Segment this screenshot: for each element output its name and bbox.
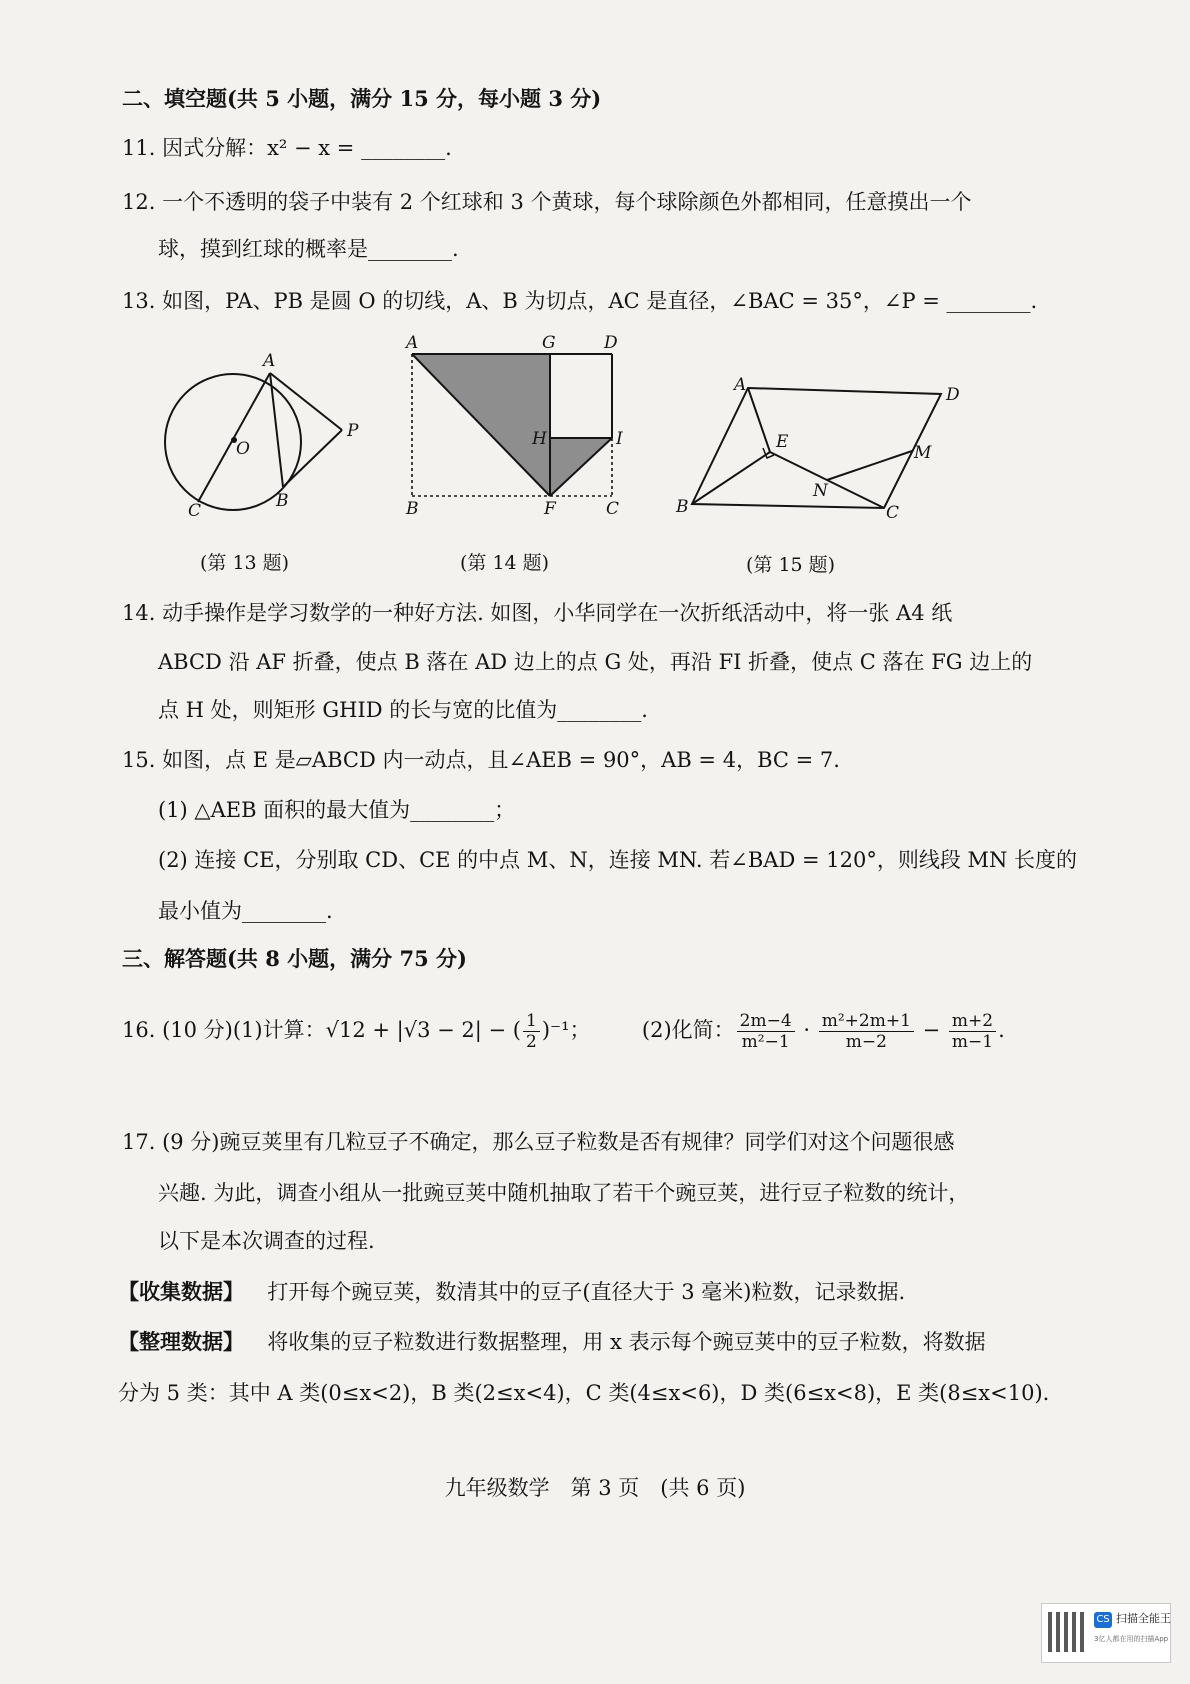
question-17-line-1: 17. (9 分)豌豆荚里有几粒豆子不确定，那么豆子粒数是否有规律？同学们对这个问题很感	[122, 1130, 955, 1154]
label-e: E	[776, 432, 789, 452]
section-2-title: 二、填空题(共 5 小题，满分 15 分，每小题 3 分)	[122, 86, 602, 111]
figure-14	[398, 332, 638, 532]
label-c: C	[188, 501, 202, 521]
question-16	[122, 1008, 1005, 1052]
scanner-app-tagline: 3亿人都在用的扫描App	[1094, 1635, 1169, 1643]
question-13: 13. 如图，PA、PB 是圆 O 的切线，A、B 为切点，AC 是直径，∠BAC = 35°，∠P = ________.	[122, 289, 1038, 313]
label-a: A	[406, 333, 419, 353]
figure-13	[150, 350, 380, 530]
organize-data-label: 【整理数据】	[118, 1329, 244, 1354]
label-h: H	[532, 429, 547, 449]
question-15-part-2-cont: 最小值为________.	[158, 899, 333, 923]
label-n: N	[813, 481, 828, 501]
organize-data	[118, 1327, 986, 1357]
label-i: I	[616, 429, 623, 449]
organize-data-line-2: 分为 5 类：其中 A 类(0≤x<2)，B 类(2≤x<4)，C 类(4≤x<6)，D 类(6≤x<8)，E 类(8≤x<10).	[118, 1381, 1050, 1405]
times-dot: ·	[803, 1018, 811, 1042]
fraction-1: $\frac{2m-4}{\text{m²−1}}$	[737, 1011, 795, 1052]
question-17-line-2: 兴趣. 为此，调查小组从一批豌豆荚中随机抽取了若干个豌豆荚，进行豆子粒数的统计，	[158, 1181, 970, 1205]
caption-figure-13: (第 13 题)	[200, 552, 290, 574]
minus-sign: −	[922, 1018, 941, 1042]
q16-part-2-label: (2)化简：	[641, 1018, 735, 1042]
qr-code-icon	[1048, 1612, 1088, 1652]
collect-data	[118, 1277, 905, 1307]
label-g: G	[542, 333, 556, 353]
question-15-part-1: (1) △AEB 面积的最大值为________；	[158, 798, 516, 822]
collect-data-text: 打开每个豌豆荚，数清其中的豆子(直径大于 3 毫米)粒数，记录数据.	[267, 1280, 906, 1304]
label-b: B	[676, 497, 689, 517]
fraction-2: $\frac{\text{m²+2m+1}}{m-2}$	[819, 1011, 914, 1052]
cs-logo-icon: CS	[1094, 1612, 1112, 1628]
label-d: D	[604, 333, 618, 353]
segment-ae	[748, 388, 770, 452]
question-15-line-1: 15. 如图，点 E 是▱ABCD 内一动点，且∠AEB = 90°，AB = 4，BC = 7.	[122, 748, 840, 772]
organize-data-text: 将收集的豆子粒数进行数据整理，用 x 表示每个豌豆荚中的豆子粒数，将数据	[267, 1330, 986, 1354]
question-12-line-2: 球，摸到红球的概率是________.	[158, 237, 459, 261]
figure-15	[666, 370, 986, 535]
label-b: B	[406, 499, 419, 519]
label-p: P	[347, 421, 359, 441]
label-f: F	[544, 499, 556, 519]
label-m: M	[914, 443, 932, 463]
page-footer: 九年级数学 第 3 页 (共 6 页)	[444, 1476, 746, 1500]
label-a: A	[263, 351, 276, 371]
question-11: 11. 因式分解：x² − x = ________.	[122, 136, 452, 160]
caption-figure-15: (第 15 题)	[746, 554, 836, 576]
label-b: B	[276, 491, 289, 511]
scanner-watermark	[1041, 1603, 1171, 1663]
q16-end: .	[998, 1018, 1005, 1042]
question-17-line-3: 以下是本次调查的过程.	[158, 1229, 375, 1253]
section-3-title: 三、解答题(共 8 小题，满分 75 分)	[122, 946, 467, 971]
question-14-line-3: 点 H 处，则矩形 GHID 的长与宽的比值为________.	[158, 698, 648, 722]
q16-part-1: 16. (10 分)(1)计算：√12 + |√3 − 2| − (	[122, 1018, 521, 1042]
question-14-line-1: 14. 动手操作是学习数学的一种好方法. 如图，小华同学在一次折纸活动中，将一张 A4 纸	[122, 601, 953, 625]
tangent-pb	[283, 430, 342, 487]
fraction-one-half: $\frac{1}{2}$	[523, 1011, 540, 1052]
question-14-line-2: ABCD 沿 AF 折叠，使点 B 落在 AD 边上的点 G 处，再沿 FI 折叠，使点 C 落在 FG 边上的	[158, 650, 1033, 674]
label-c: C	[606, 499, 620, 519]
label-d: D	[946, 385, 960, 405]
label-c: C	[886, 503, 900, 523]
question-12-line-1: 12. 一个不透明的袋子中装有 2 个红球和 3 个黄球，每个球除颜色外都相同，任意摸出一个	[122, 190, 972, 214]
caption-figure-14: (第 14 题)	[460, 552, 550, 574]
fraction-3: $\frac{m+2}{m-1}$	[949, 1011, 996, 1052]
scanner-app-name: 扫描全能王	[1116, 1612, 1171, 1625]
tangent-pa	[270, 373, 342, 430]
question-15-part-2: (2) 连接 CE，分别取 CD、CE 的中点 M、N，连接 MN. 若∠BAD = 120°，则线段 MN 长度的	[158, 848, 1078, 872]
collect-data-label: 【收集数据】	[118, 1279, 244, 1304]
label-o: O	[236, 439, 250, 459]
q16-part-1-tail: )⁻¹；	[541, 1018, 591, 1042]
label-a: A	[734, 375, 747, 395]
